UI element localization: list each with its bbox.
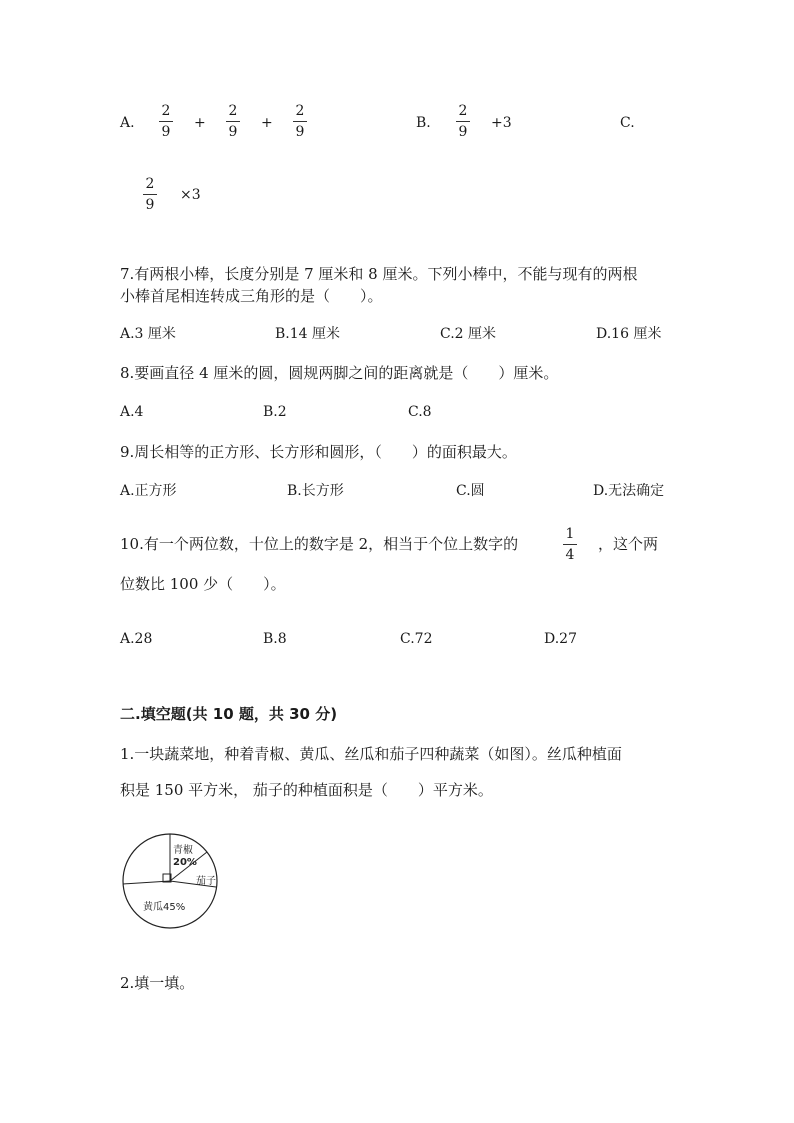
section-2-heading: 二.填空题(共 10 题，共 30 分) (120, 705, 338, 723)
q10-option-b: B.8 (263, 631, 287, 647)
q9-option-c: C.圆 (456, 483, 485, 499)
slice-label-qingjiao: 青椒 (173, 845, 193, 856)
slice-label-huanggua: 黄瓜45% (143, 902, 186, 913)
q9-option-d: D.无法确定 (593, 483, 665, 499)
fill-question-1-line1: 1.一块蔬菜地，种着青椒、黄瓜、丝瓜和茄子四种蔬菜（如图）。丝瓜种植面 (120, 745, 622, 763)
plus-sign: + (261, 115, 273, 131)
option-a-label: A. (120, 115, 135, 131)
fraction-1-4: 1 4 (560, 526, 580, 563)
q8-option-c: C.8 (408, 404, 432, 420)
q8-option-b: B.2 (263, 404, 287, 420)
option-b-label: B. (416, 115, 431, 131)
vegetable-pie-chart (118, 832, 222, 932)
q10-option-c: C.72 (400, 631, 433, 647)
fill-question-1-line2: 积是 150 平方米， 茄子的种植面积是（ ）平方米。 (120, 781, 493, 799)
question-7-line1: 7.有两根小棒，长度分别是 7 厘米和 8 厘米。下列小棒中，不能与现有的两根 (120, 265, 638, 283)
q9-option-b: B.长方形 (287, 483, 344, 499)
question-10-line1-b: ，这个两 (598, 535, 659, 553)
times-three: ×3 (180, 187, 201, 203)
fraction-2-9: 2 9 (140, 176, 160, 213)
question-10-line1-a: 10.有一个两位数，十位上的数字是 2，相当于个位上数字的 (120, 535, 519, 553)
slice-label-qiezi: 茄子 (196, 876, 216, 887)
plus-sign: + (194, 115, 206, 131)
question-7-line2: 小棒首尾相连转成三角形的是（ ）。 (120, 287, 383, 305)
q10-option-a: A.28 (120, 631, 153, 647)
slice-value-qingjiao: 20% (173, 857, 197, 868)
fraction-2-9: 2 9 (156, 103, 176, 140)
q9-option-a: A.正方形 (120, 483, 177, 499)
fraction-2-9: 2 9 (290, 103, 310, 140)
question-10-line2: 位数比 100 少（ ）。 (120, 575, 286, 593)
q7-option-a: A.3 厘米 (120, 326, 176, 342)
plus-three: +3 (491, 115, 512, 131)
q10-option-d: D.27 (544, 631, 577, 647)
question-8: 8.要画直径 4 厘米的圆，圆规两脚之间的距离就是（ ）厘米。 (120, 364, 559, 382)
question-9: 9.周长相等的正方形、长方形和圆形，（ ）的面积最大。 (120, 443, 517, 461)
fraction-2-9: 2 9 (223, 103, 243, 140)
option-c-label: C. (620, 115, 635, 131)
q7-option-b: B.14 厘米 (275, 326, 341, 342)
q8-option-a: A.4 (120, 404, 144, 420)
fill-question-2: 2.填一填。 (120, 974, 195, 992)
q7-option-c: C.2 厘米 (440, 326, 497, 342)
fraction-2-9: 2 9 (453, 103, 473, 140)
q7-option-d: D.16 厘米 (596, 326, 662, 342)
